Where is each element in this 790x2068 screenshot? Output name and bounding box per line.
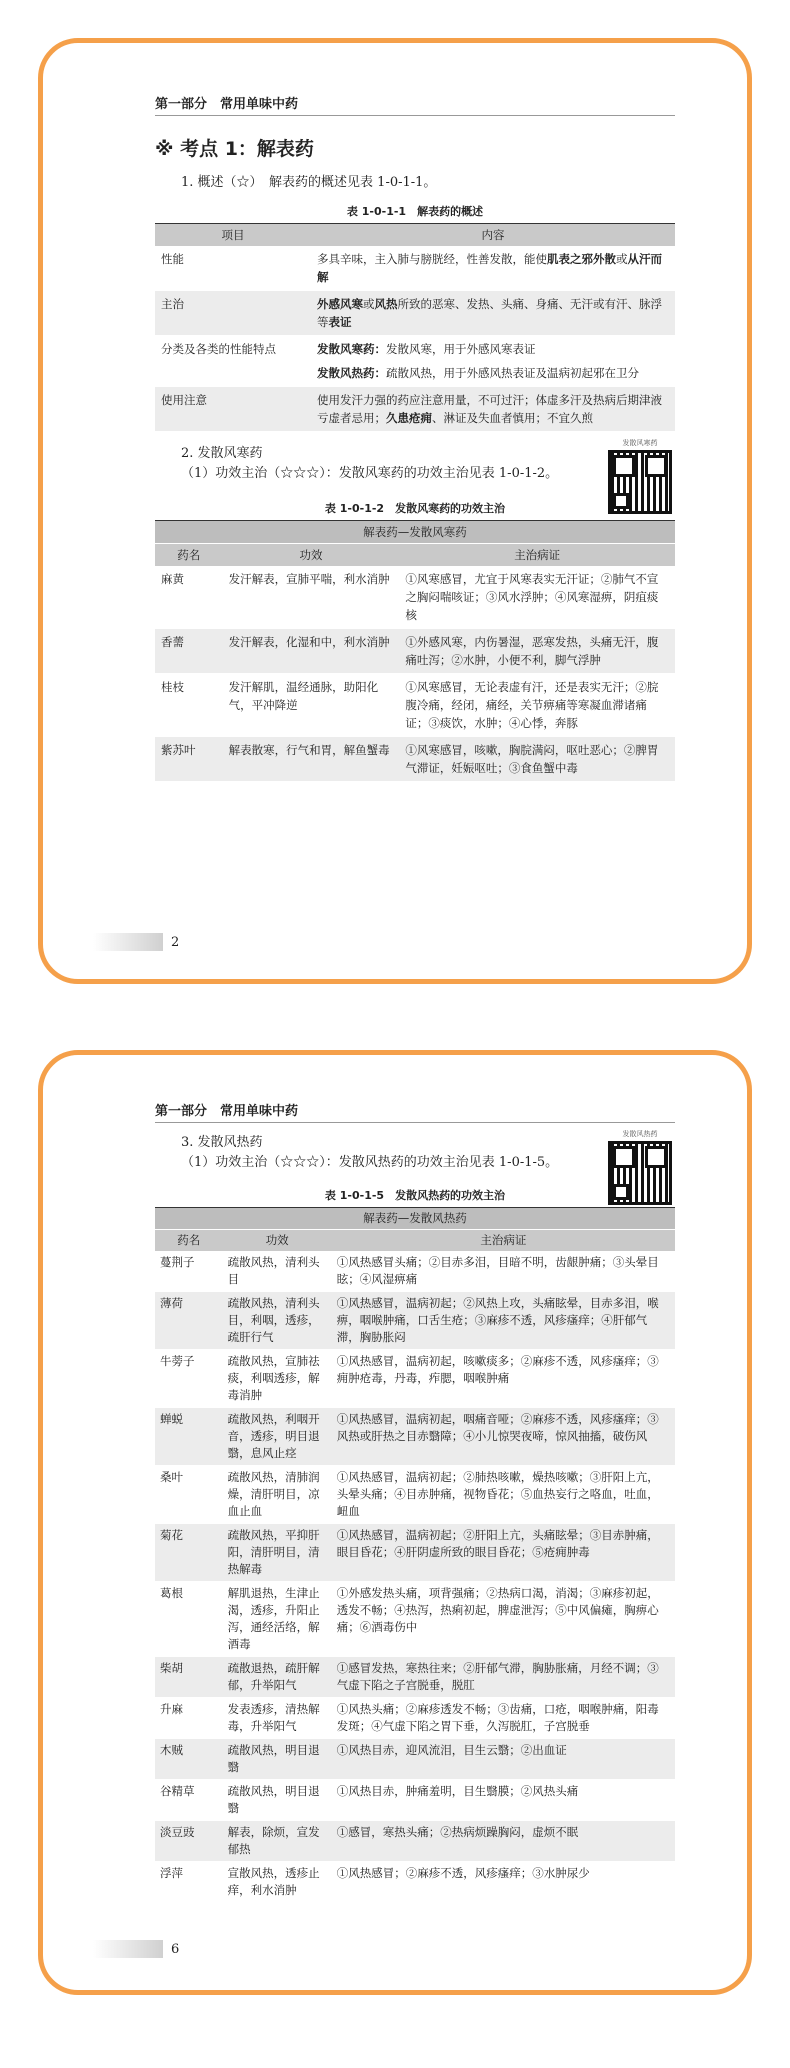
table-cell: ①外感风寒，内伤暑湿，恶寒发热，头痛无汗，腹痛吐泻；②水肿，小便不利，脚气浮肿 <box>399 629 675 674</box>
table-cell: 蔓荆子 <box>155 1251 223 1292</box>
table-cell: 疏散退热，疏肝解郁，升举阳气 <box>223 1657 332 1698</box>
table-cell: 薄荷 <box>155 1292 223 1350</box>
table-header-cell: 功效 <box>223 544 400 567</box>
table-cell: ①风寒感冒，咳嗽，胸脘满闷，呕吐恶心；②脾胃气滞证，妊娠呕吐；③食鱼蟹中毒 <box>399 737 675 782</box>
table-row <box>155 336 675 387</box>
wind-cold-table <box>155 520 675 782</box>
table-group-header: 解表药—发散风热药 <box>155 1208 675 1230</box>
overview-paragraph: 1. 概述（☆） 解表药的概述见表 1-0-1-1。 <box>181 175 437 190</box>
qr-code[interactable] <box>605 438 675 514</box>
table-row <box>155 1524 675 1582</box>
table-cell: 浮萍 <box>155 1862 223 1903</box>
page-header: 第一部分 常用单味中药 <box>155 1100 675 1123</box>
table-cell: 发汗解表，宣肺平喘，利水消肿 <box>223 566 400 629</box>
table-row <box>155 246 675 291</box>
table-cell: 疏散风热，平抑肝阳，清肝明目，清热解毒 <box>223 1524 332 1582</box>
table-cell: 谷精草 <box>155 1780 223 1821</box>
table-header-cell: 药名 <box>155 544 223 567</box>
table-cell: 解表散寒，行气和胃，解鱼蟹毒 <box>223 737 400 782</box>
table-cell: ①风热感冒头痛；②目赤多泪，目暗不明，齿龈肿痛；③头晕目眩；④风湿痹痛 <box>332 1251 675 1292</box>
table-cell: ①感冒发热，寒热往来；②肝郁气滞，胸胁胀痛，月经不调；③气虚下陷之子宫脱垂，脱肛 <box>332 1657 675 1698</box>
table-caption: 表 1-0-1-5 发散风热药的功效主治 <box>324 1189 506 1202</box>
table-cell: 升麻 <box>155 1698 223 1739</box>
page-card-1 <box>38 38 752 984</box>
table-cell: 疏散风热，利咽开音，透疹，明目退翳，息风止痉 <box>223 1408 332 1466</box>
page-content-1 <box>155 93 675 782</box>
table-cell: 分类及各类的性能特点 <box>155 336 311 387</box>
table-cell: 紫苏叶 <box>155 737 223 782</box>
table-cell: 使用发汗力强的药应注意用量，不可过汗；体虚多汗及热病后期津液亏虚者忌用；久患疮痈、淋证及失血者慎用；不宜久煎 <box>311 387 675 432</box>
table-header-cell: 主治病证 <box>332 1230 675 1252</box>
table-row <box>155 1292 675 1350</box>
table-cell: ①感冒，寒热头痛；②热病烦躁胸闷，虚烦不眠 <box>332 1821 675 1862</box>
table-cell: 宣散风热，透疹止痒，利水消肿 <box>223 1862 332 1903</box>
item3-title: 3. 发散风热药 <box>181 1135 263 1150</box>
table-row <box>155 291 675 336</box>
table-caption: 表 1-0-1-1 解表药的概述 <box>346 205 484 218</box>
table-row <box>155 629 675 674</box>
page-number: 6 <box>171 1941 180 1957</box>
table-header-cell: 功效 <box>223 1230 332 1252</box>
qr-code-icon <box>608 450 672 514</box>
table-cell: 木贼 <box>155 1739 223 1780</box>
page-card-2 <box>38 1050 752 1995</box>
table-cell: 疏散风热，清肺润燥，清肝明目，凉血止血 <box>223 1466 332 1524</box>
table-cell: 疏散风热，清利头目 <box>223 1251 332 1292</box>
table-cell: ①风热头痛；②麻疹透发不畅；③齿痛，口疮，咽喉肿痛，阳毒发斑；④气虚下陷之胃下垂，久泻脱肛，子宫脱垂 <box>332 1698 675 1739</box>
table-cell: 使用注意 <box>155 387 311 432</box>
table-cell: ①风热感冒；②麻疹不透，风疹瘙痒；③水肿尿少 <box>332 1862 675 1903</box>
table-header-cell: 药名 <box>155 1230 223 1252</box>
page-footer <box>93 1940 179 1958</box>
page-footer <box>93 933 179 951</box>
table-cell: 麻黄 <box>155 566 223 629</box>
table-cell: 蝉蜕 <box>155 1408 223 1466</box>
qr-label: 发散风寒药 <box>622 439 658 447</box>
qr-code-icon <box>608 1141 672 1205</box>
table-row <box>155 1657 675 1698</box>
table-cell: 多具辛味，主入肺与膀胱经，性善发散，能使肌表之邪外散或从汗而解 <box>311 246 675 291</box>
page-header: 第一部分 常用单味中药 <box>155 93 675 116</box>
table-cell: ①风寒感冒，尤宜于风寒表实无汗证；②肺气不宣之胸闷喘咳证；③风水浮肿；④风寒湿痹，阴疽痰核 <box>399 566 675 629</box>
table-row <box>155 1582 675 1657</box>
table-cell: 性能 <box>155 246 311 291</box>
table-cell: 疏散风热，明目退翳 <box>223 1780 332 1821</box>
table-row <box>155 566 675 629</box>
table-cell: 发散风寒药：发散风寒，用于外感风寒表证 发散风热药：疏散风热，用于外感风热表证及温病初起邪在卫分 <box>311 336 675 387</box>
table-row <box>155 1698 675 1739</box>
section-title: ※ 考点 1：解表药 <box>155 138 314 160</box>
table-row <box>155 1251 675 1292</box>
table-cell: 桂枝 <box>155 674 223 737</box>
footer-bar <box>93 933 163 951</box>
table-header-cell: 主治病证 <box>399 544 675 567</box>
qr-code[interactable] <box>605 1129 675 1205</box>
table-cell: ①风热感冒，温病初起；②肺热咳嗽，燥热咳嗽；③肝阳上亢，头晕头痛；④目赤肿痛，视物昏花；⑤血热妄行之咯血，吐血，衄血 <box>332 1466 675 1524</box>
table-header-cell: 内容 <box>311 224 675 247</box>
table-cell: 发汗解表，化湿和中，利水消肿 <box>223 629 400 674</box>
table-cell: 发表透疹，清热解毒，升举阳气 <box>223 1698 332 1739</box>
table-row <box>155 1821 675 1862</box>
table-row <box>155 1466 675 1524</box>
table-cell: 发汗解肌，温经通脉，助阳化气，平冲降逆 <box>223 674 400 737</box>
table-cell: 解肌退热，生津止渴，透疹，升阳止泻，通经活络，解酒毒 <box>223 1582 332 1657</box>
table-cell: 疏散风热，清利头目，利咽，透疹，疏肝行气 <box>223 1292 332 1350</box>
table-cell: 香薷 <box>155 629 223 674</box>
table-cell: ①风寒感冒，无论表虚有汗，还是表实无汗；②脘腹冷痛，经闭，痛经，关节痹痛等寒凝血滞诸痛证；③痰饮，水肿；④心悸，奔豚 <box>399 674 675 737</box>
table-header-cell: 项目 <box>155 224 311 247</box>
table-row <box>155 1780 675 1821</box>
table-cell: 牛蒡子 <box>155 1350 223 1408</box>
table-row <box>155 1862 675 1903</box>
footer-bar <box>93 1940 163 1958</box>
table-row <box>155 674 675 737</box>
page-content-2 <box>155 1100 675 1903</box>
table-cell: ①风热感冒，温病初起，咽痛音哑；②麻疹不透，风疹瘙痒；③风热或肝热之目赤翳障；④小儿惊哭夜啼，惊风抽搐，破伤风 <box>332 1408 675 1466</box>
table-cell: 解表，除烦，宣发郁热 <box>223 1821 332 1862</box>
table-cell: 淡豆豉 <box>155 1821 223 1862</box>
table-row <box>155 1408 675 1466</box>
item2-paragraph: （1）功效主治（☆☆☆）：发散风寒药的功效主治见表 1-0-1-2。 <box>181 466 559 481</box>
table-cell: ①风热目赤，肿痛羞明，目生翳膜；②风热头痛 <box>332 1780 675 1821</box>
table-cell: 主治 <box>155 291 311 336</box>
table-cell: 桑叶 <box>155 1466 223 1524</box>
table-caption: 表 1-0-1-2 发散风寒药的功效主治 <box>324 502 506 515</box>
table-cell: 疏散风热，明目退翳 <box>223 1739 332 1780</box>
table-cell: ①风热感冒，温病初起；②肝阳上亢，头痛眩晕；③目赤肿痛，眼目昏花；④肝阴虚所致的眼目昏花；⑤疮痈肿毒 <box>332 1524 675 1582</box>
wind-heat-table <box>155 1207 675 1903</box>
page-number: 2 <box>171 934 180 950</box>
table-cell: ①风热感冒，温病初起，咳嗽痰多；②麻疹不透，风疹瘙痒；③痈肿疮毒，丹毒，痄腮，咽喉肿痛 <box>332 1350 675 1408</box>
table-cell: 葛根 <box>155 1582 223 1657</box>
table-cell: ①外感发热头痛，项背强痛；②热病口渴，消渴；③麻疹初起，透发不畅；④热泻，热痢初起，脾虚泄泻；⑤中风偏瘫，胸痹心痛；⑥酒毒伤中 <box>332 1582 675 1657</box>
table-cell: 柴胡 <box>155 1657 223 1698</box>
qr-label: 发散风热药 <box>622 1130 658 1138</box>
table-group-header: 解表药—发散风寒药 <box>155 521 675 544</box>
item2-title: 2. 发散风寒药 <box>181 446 263 461</box>
overview-table <box>155 223 675 432</box>
table-row <box>155 1350 675 1408</box>
table-cell: 疏散风热，宣肺祛痰，利咽透疹，解毒消肿 <box>223 1350 332 1408</box>
table-cell: 外感风寒或风热所致的恶寒、发热、头痛、身痛、无汗或有汗、脉浮等表证 <box>311 291 675 336</box>
table-row <box>155 737 675 782</box>
table-cell: 菊花 <box>155 1524 223 1582</box>
table-cell: ①风热感冒，温病初起；②风热上攻，头痛眩晕，目赤多泪，喉痹，咽喉肿痛，口舌生疮；③麻疹不透，风疹瘙痒；④肝郁气滞，胸胁胀闷 <box>332 1292 675 1350</box>
item3-paragraph: （1）功效主治（☆☆☆）：发散风热药的功效主治见表 1-0-1-5。 <box>181 1155 559 1170</box>
table-cell: ①风热目赤，迎风流泪，目生云翳；②出血证 <box>332 1739 675 1780</box>
table-row <box>155 387 675 432</box>
table-row <box>155 1739 675 1780</box>
